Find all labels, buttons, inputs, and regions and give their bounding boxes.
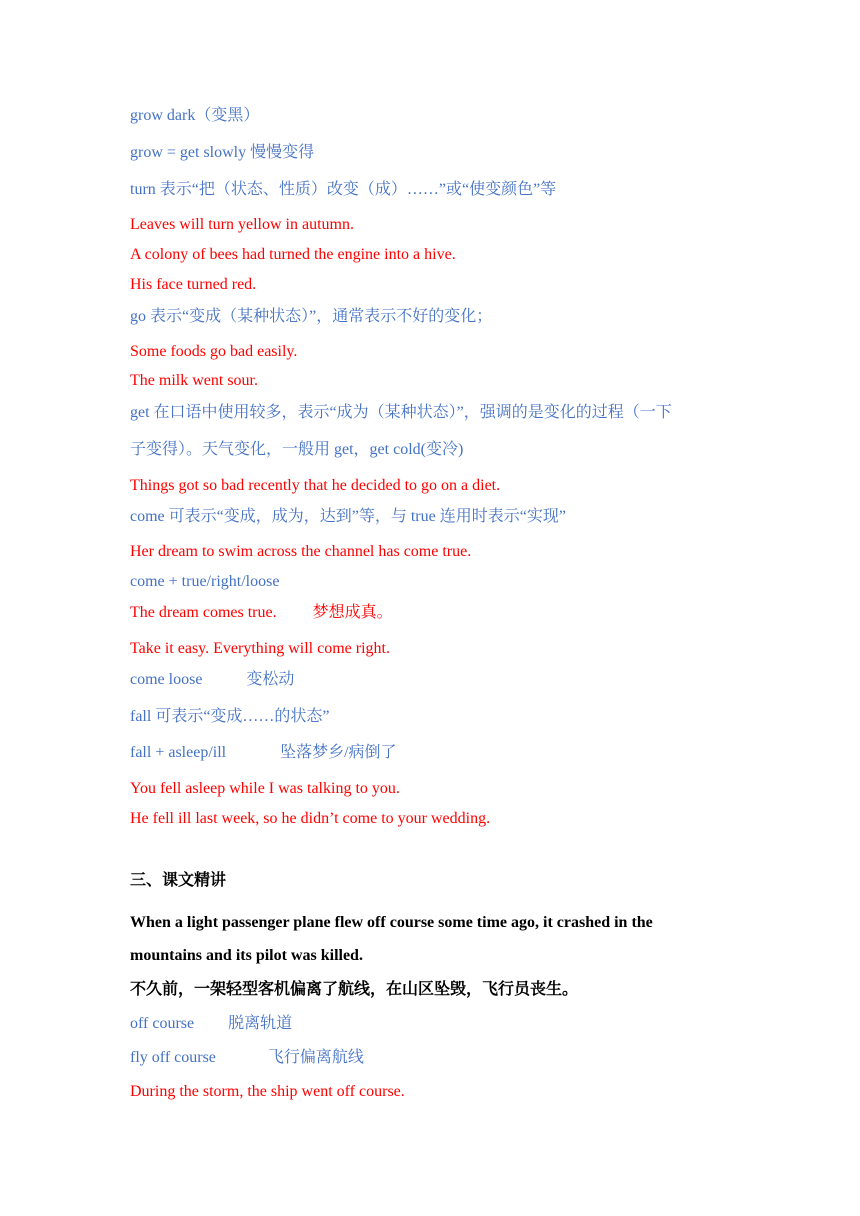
- text-line: 不久前，一架轻型客机偏离了航线，在山区坠毁，飞行员丧生。: [130, 981, 579, 998]
- text-line: go 表示“变成（某种状态）”，通常表示不好的变化；: [130, 308, 493, 325]
- text-line: Some foods go bad easily.: [130, 343, 298, 360]
- text-line: grow = get slowly 慢慢变得: [130, 144, 315, 161]
- text-line: Take it easy. Everything will come right.: [130, 640, 390, 657]
- line-english: The dream comes true.: [130, 604, 277, 621]
- text-line: He fell ill last week, so he didn’t come to your wedding.: [130, 810, 491, 827]
- text-line: get 在口语中使用较多，表示“成为（某种状态）”，强调的是变化的过程（一下: [130, 404, 672, 421]
- line-chinese: 飞行偏离航线: [267, 1049, 364, 1066]
- text-line: His face turned red.: [130, 276, 257, 293]
- line-english: fly off course: [130, 1049, 216, 1066]
- text-line: Her dream to swim across the channel has come true.: [130, 543, 472, 560]
- text-line: come + true/right/loose: [130, 573, 280, 590]
- text-line: During the storm, the ship went off course.: [130, 1083, 405, 1100]
- line-english: fall + asleep/ill: [130, 744, 227, 761]
- line-chinese: 坠落梦乡/病倒了: [280, 744, 397, 761]
- text-line: When a light passenger plane flew off course some time ago, it crashed in the: [130, 914, 653, 931]
- text-line: A colony of bees had turned the engine into a hive.: [130, 246, 456, 263]
- line-chinese: 脱离轨道: [228, 1015, 293, 1032]
- text-line: mountains and its pilot was killed.: [130, 947, 363, 964]
- text-line: 子变得）。天气变化，一般用 get，get cold(变冷): [130, 441, 464, 458]
- section-heading: 三、课文精讲: [130, 872, 227, 889]
- text-line: fall 可表示“变成……的状态”: [130, 708, 330, 725]
- text-line: You fell asleep while I was talking to you.: [130, 780, 400, 797]
- text-line: Leaves will turn yellow in autumn.: [130, 216, 354, 233]
- text-line: [130, 743, 397, 763]
- line-english: off course: [130, 1015, 195, 1032]
- text-line: [130, 1048, 364, 1068]
- text-line: [130, 1014, 292, 1034]
- text-line: [130, 670, 294, 690]
- text-line: The milk went sour.: [130, 372, 258, 389]
- text-line: come 可表示“变成，成为，达到”等，与 true 连用时表示“实现”: [130, 508, 566, 525]
- line-english: come loose: [130, 671, 203, 688]
- line-chinese: 变松动: [246, 671, 295, 688]
- line-chinese: 梦想成真。: [312, 604, 393, 621]
- text-line: [130, 603, 393, 623]
- text-line: Things got so bad recently that he decided to go on a diet.: [130, 477, 501, 494]
- text-line: turn 表示“把（状态、性质）改变（成）……”或“使变颜色”等: [130, 181, 557, 198]
- text-line: grow dark（变黑）: [130, 107, 260, 124]
